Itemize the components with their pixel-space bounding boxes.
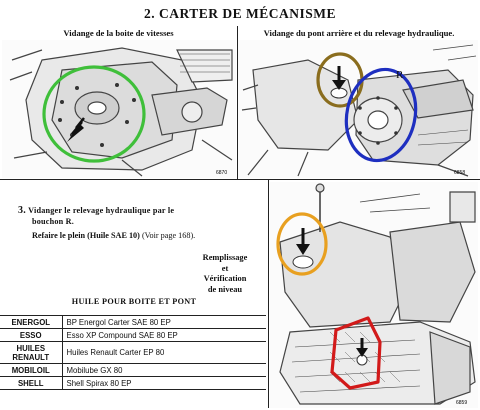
table-row [0,377,266,390]
table-row [0,342,266,364]
oil-table-heading: HUILE POUR BOITE ET PONT [71,297,197,306]
rear-axle-drain-illustration [238,40,478,178]
step-3-line-2: bouchon R. [32,217,75,226]
product-cell: Mobilube GX 80 [62,364,266,377]
oil-table [0,315,266,390]
refill-note-prefix: Refaire le plein [32,231,88,240]
product-cell: BP Energol Carter SAE 80 EP [62,316,266,329]
fill-check-line-1: Remplissage [202,253,248,262]
gearbox-drain-illustration [2,40,236,178]
step-3-instruction [18,205,263,227]
brand-line-1: HUILES [16,343,46,353]
table-row [0,329,266,342]
step-number: 3. [18,205,26,216]
divider-vertical-bottom [268,180,269,408]
product-cell: Esso XP Compound SAE 80 EP [62,329,266,342]
fill-check-line-3: Vérification [203,274,247,283]
rear-axle-drain-caption: Vidange du pont arrière et du relevage hydraulique. [263,28,455,38]
brand-cell [0,342,62,364]
table-row [0,364,266,377]
plug-r-label: R [396,69,404,81]
table-row [0,316,266,329]
brand-cell: SHELL [0,377,62,390]
hydraulic-fill-illustration [270,182,478,408]
fill-check-line-2: et [221,263,229,273]
product-cell: Huiles Renault Carter EP 80 [62,342,266,364]
brand-line-2: RENAULT [12,352,50,362]
fig-code-left: 6870 [216,170,228,176]
refill-note-oil: (Huile SAE 10) [87,231,140,240]
fill-check-line-4: de niveau [207,284,243,294]
page-title: 2. CARTER DE MÉCANISME [143,6,337,21]
fill-check-label [186,253,264,295]
fig-code-bottom: 6859 [456,400,468,406]
fig-code-right: 6858 [454,170,466,176]
gearbox-drain-caption: Vidange de la boite de vitesses [63,28,174,38]
step-3-line-1: Vidanger le relevage hydraulique par le [28,206,175,215]
divider-horizontal [0,179,480,180]
refill-note-suffix: (Voir page 168). [139,231,196,240]
refill-note [32,230,267,241]
brand-cell: ESSO [0,329,62,342]
brand-cell: ENERGOL [0,316,62,329]
product-cell: Shell Spirax 80 EP [62,377,266,390]
brand-cell: MOBILOIL [0,364,62,377]
